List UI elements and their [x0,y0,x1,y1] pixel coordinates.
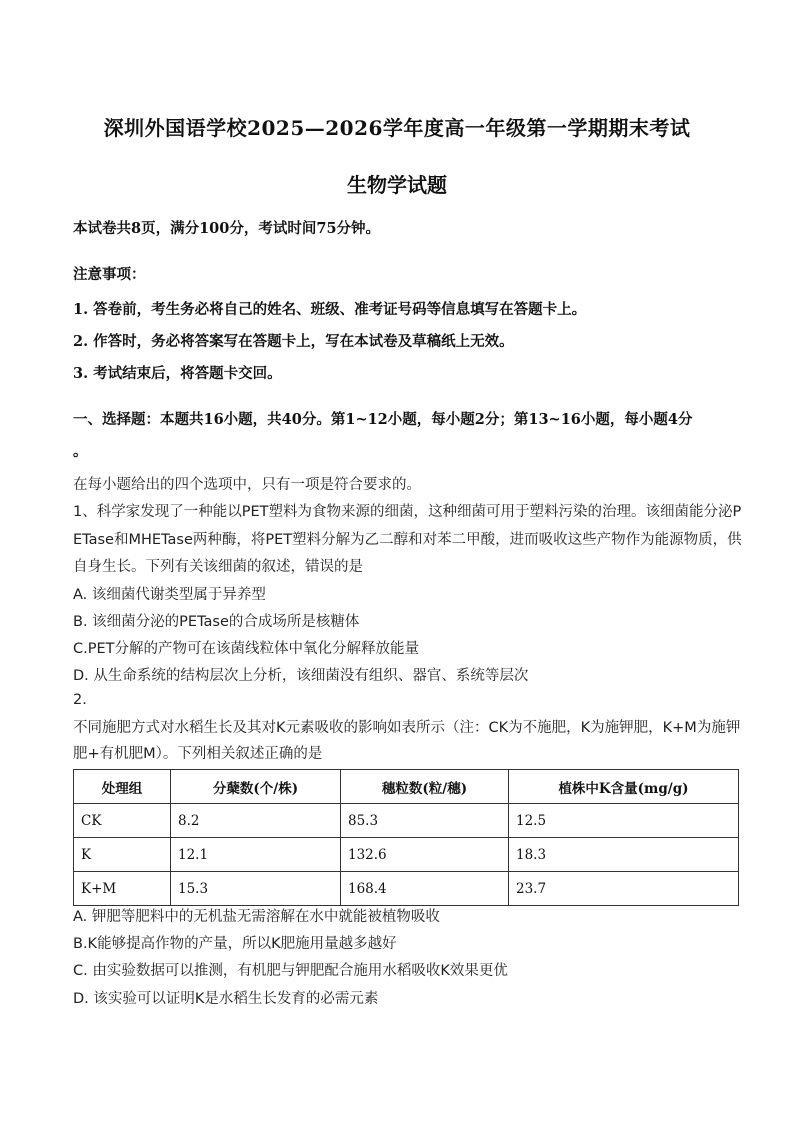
note-item: 2. 作答时，务必将答案写在答题卡上，写在本试卷及草稿纸上无效。 [73,333,514,350]
table-cell: 85.3 [341,804,509,838]
notes-heading: 注意事项： [73,266,146,283]
section-heading-cont: 。 [73,443,88,460]
table-header-row [74,770,739,804]
q1-stem-line: 自身生长。下列有关该细菌的叙述，错误的是 [73,559,363,575]
note-item: 3. 考试结束后，将答题卡交回。 [73,365,282,382]
table-cell: 18.3 [509,838,739,872]
q1-stem-line: 1、科学家发现了一种能以PET塑料为食物来源的细菌，这种细菌可用于塑料污染的治理。该细菌能分泌P [73,504,742,520]
q2-stem-line: 不同施肥方式对水稻生长及其对K元素吸收的影响如表所示（注：CK为不施肥，K为施钾肥，K+M为施钾 [73,720,741,736]
table-header-cell: 分蘖数(个/株) [171,770,341,804]
table-row [74,838,739,872]
section-instruction: 在每小题给出的四个选项中，只有一项是符合要求的。 [73,477,421,493]
table-cell: 132.6 [341,838,509,872]
table-cell: 12.5 [509,804,739,838]
table-header-cell: 植株中K含量(mg/g) [509,770,739,804]
table-cell: 8.2 [171,804,341,838]
q1-stem-line: ETase和MHETase两种酶，将PET塑料分解为乙二醇和对苯二甲酸，进而吸收这些产物作为能源物质，供 [73,532,742,548]
table-cell: 168.4 [341,872,509,906]
q2-option-d: D. 该实验可以证明K是水稻生长发育的必需元素 [73,991,379,1007]
exam-subtitle: 生物学试题 [347,173,447,197]
table-row [74,872,739,906]
table-header-cell: 穗粒数(粒/穗) [341,770,509,804]
exam-intro: 本试卷共8页，满分100分，考试时间75分钟。 [73,220,381,237]
q2-option-b: B.K能够提高作物的产量，所以K肥施用量越多越好 [73,936,397,952]
table-cell: 23.7 [509,872,739,906]
table-cell: 15.3 [171,872,341,906]
q2-data-table [73,769,738,906]
table-row [74,804,739,838]
table-header-cell: 处理组 [74,770,171,804]
q2-stem-line: 肥+有机肥M）。下列相关叙述正确的是 [73,746,323,762]
table-cell: K [74,838,171,872]
q2-option-a: A. 钾肥等肥料中的无机盐无需溶解在水中就能被植物吸收 [73,909,440,925]
table-cell: CK [74,804,171,838]
q1-option-c: C.PET分解的产物可在该菌线粒体中氧化分解释放能量 [73,641,419,657]
note-item: 1. 答卷前，考生务必将自己的姓名、班级、准考证号码等信息填写在答题卡上。 [73,301,587,318]
q1-option-a: A. 该细菌代谢类型属于异养型 [73,587,266,603]
section-heading: 一、选择题：本题共16小题，共40分。第1~12小题，每小题2分；第13~16小题，每小题4分 [73,411,693,428]
q1-option-b: B. 该细菌分泌的PETase的合成场所是核糖体 [73,614,360,630]
exam-title: 深圳外国语学校2025—2026学年度高一年级第一学期期末考试 [103,116,691,140]
q2-option-c: C. 由实验数据可以推测，有机肥与钾肥配合施用水稻吸收K效果更优 [73,963,508,979]
table-cell: K+M [74,872,171,906]
table-cell: 12.1 [171,838,341,872]
q2-number: 2. [73,692,87,708]
q1-option-d: D. 从生命系统的结构层次上分析，该细菌没有组织、器官、系统等层次 [73,668,529,684]
